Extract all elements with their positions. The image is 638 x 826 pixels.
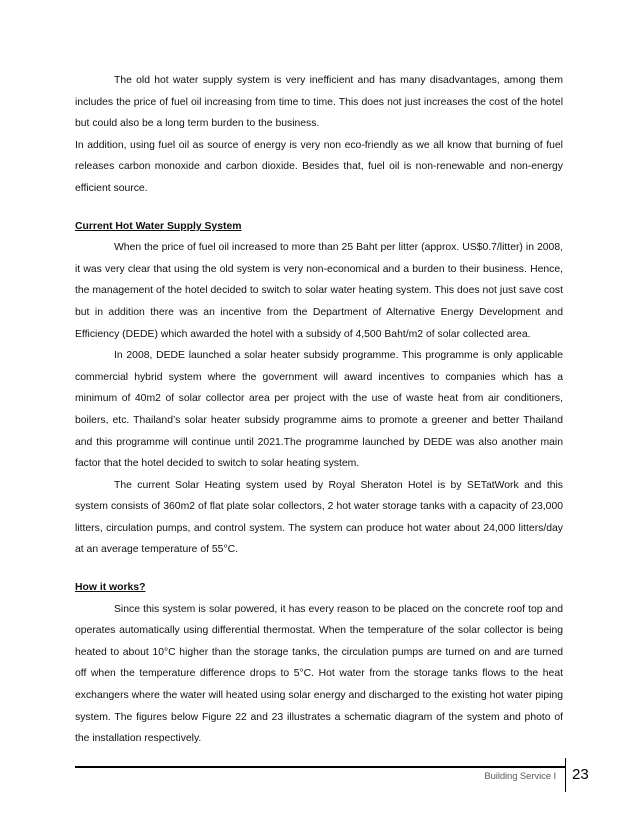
paragraph-current-system-specs: The current Solar Heating system used by Royal Sheraton Hotel is by SETatWork and this system consists of 360m2 of flat plate solar collectors, 2 hot water storage tanks with a capacity of 23,000 litters, circulation pumps, and control system. The system can produce hot water about 24,000 litters/day at an average temperature of 55°C. xyxy=(75,479,563,556)
footer-rule xyxy=(75,766,565,768)
section-gap xyxy=(75,561,563,577)
paragraph-fuel-oil-environment: In addition, using fuel oil as source of energy is very non eco-friendly as we all know that burning of fuel releases carbon monoxide and carbon dioxide. Besides that, fuel oil is non-renewable and non-energy efficient source. xyxy=(75,139,563,194)
paragraph-dede-subsidy: In 2008, DEDE launched a solar heater subsidy programme. This programme is only applicable commercial hybrid system where the government will award incentives to companies which has a minimum of 40m2 of solar collector area per project with the use of waste heat from air conditioners, boilers, etc. Thailand’s solar heater subsidy programme aims to promote a greener and better Thailand and this programme will continue until 2021.The programme launched by DEDE was also another main factor that the hotel decided to switch to solar heating system. xyxy=(75,350,563,470)
heading-how-it-works: How it works? xyxy=(75,582,146,594)
footer-divider xyxy=(565,758,566,792)
page-body xyxy=(75,70,563,750)
heading-current-hot-water-supply: Current Hot Water Supply System xyxy=(75,220,242,232)
paragraph-how-it-works: Since this system is solar powered, it has every reason to be placed on the concrete roof top and operates automatically using differential thermostat. When the temperature of the solar collector is being heated to about 10°C higher than the storage tanks, the circulation pumps are turned on and are turned off when the temperature difference drops to 5°C. Hot water from the storage tanks flows to the heat exchangers where the water will heated using solar energy and discharged to the existing hot water piping system. The figures below Figure 22 and 23 illustrates a schematic diagram of the system and photo of the installation respectively. xyxy=(75,603,563,745)
page-number: 23 xyxy=(572,766,589,783)
paragraph-old-system-disadvantages: The old hot water supply system is very inefficient and has many disadvantages, among them includes the price of fuel oil increasing from time to time. This does not just increases the cost of the hotel but could also be a long term burden to the business. xyxy=(75,75,563,130)
paragraph-fuel-price-switch: When the price of fuel oil increased to more than 25 Baht per litter (approx. US$0.7/litter) in 2008, it was very clear that using the old system is very non-economical and a burden to their business. Hence, the management of the hotel decided to switch to solar water heating system. This does not just save cost but in addition there was an incentive from the Department of Alternative Energy Development and Efficiency (DEDE) which awarded the hotel with a subsidy of 4,500 Baht/m2 of solar collected area. xyxy=(75,242,563,340)
section-gap xyxy=(75,200,563,216)
footer-course-label: Building Service I xyxy=(484,771,556,782)
